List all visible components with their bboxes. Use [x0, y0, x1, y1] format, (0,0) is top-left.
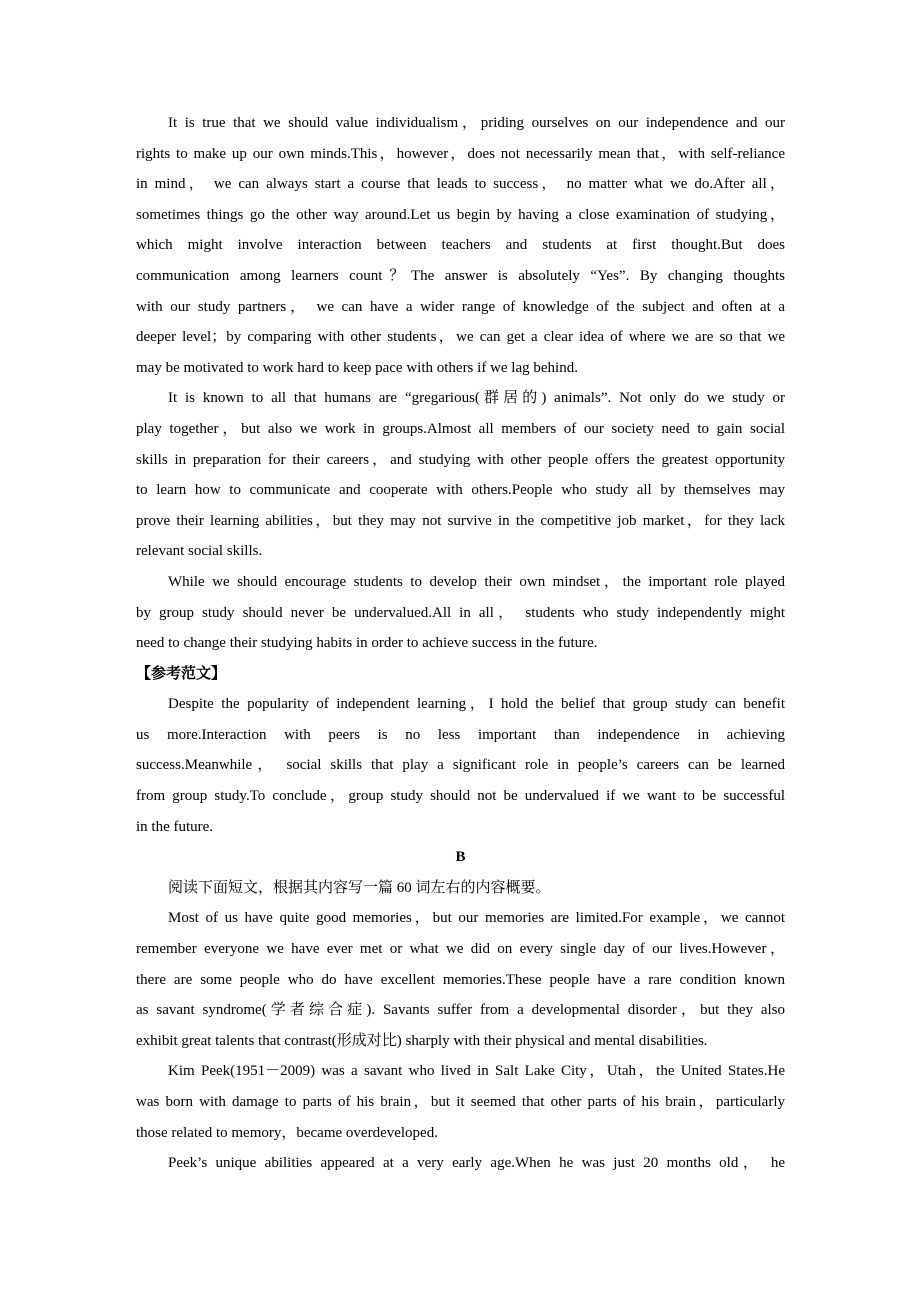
text-line: It is known to all that humans are “gregarious(群居的) animals”. Not only do we study or: [168, 390, 785, 407]
text-line: remember everyone we have ever met or what we did on every single day of our lives.However，: [136, 941, 785, 958]
section-label: [136, 842, 785, 873]
text-line: success.Meanwhile， social skills that play a significant role in people’s careers can be learned: [136, 757, 785, 774]
text-line: us more.Interaction with peers is no less important than independence in achieving: [136, 726, 785, 743]
paragraph: [136, 903, 785, 1056]
text-line: those related to memory，became overdeveloped.: [136, 1124, 438, 1141]
text-line: communication among learners count？The answer is absolutely “Yes”. By changing thoughts: [136, 267, 785, 284]
text-line: in the future.: [136, 818, 214, 835]
text-line: 阅读下面短文，根据其内容写一篇 60 词左右的内容概要。: [168, 879, 551, 896]
paragraph: [136, 873, 785, 904]
paragraph: [136, 689, 785, 842]
text-line: there are some people who do have excellent memories.These people have a rare condition known: [136, 971, 785, 988]
text-line: prove their learning abilities，but they may not survive in the competitive job market，for they lack: [136, 512, 785, 529]
text-line: relevant social skills.: [136, 543, 263, 560]
text-line: which might involve interaction between teachers and students at first thought.But does: [136, 237, 785, 254]
paragraph: [136, 108, 785, 383]
text-line: It is true that we should value individualism，priding ourselves on our independence and our: [168, 115, 785, 131]
text-line: play together，but also we work in groups.Almost all members of our society need to gain social: [136, 420, 785, 437]
text-line: as savant syndrome(学者综合症). Savants suffer from a developmental disorder，but they also: [136, 1002, 785, 1019]
paragraph: [136, 383, 785, 567]
text-line: sometimes things go the other way around.Let us begin by having a close examination of studying，: [136, 206, 785, 223]
text-line: Kim Peek(1951－2009) was a savant who lived in Salt Lake City，Utah，the United States.He: [168, 1063, 785, 1080]
text-line: in mind， we can always start a course that leads to success， no matter what we do.After all，: [136, 176, 785, 193]
paragraph: [136, 567, 785, 659]
text-line: skills in preparation for their careers，and studying with other people offers the greatest opportunity: [136, 451, 785, 468]
paragraph: [136, 1148, 785, 1179]
document-body: [136, 108, 785, 1179]
text-line: While we should encourage students to develop their own mindset，the important role played: [168, 573, 785, 590]
text-line: Most of us have quite good memories，but our memories are limited.For example，we cannot: [168, 910, 785, 927]
text-line: may be motivated to work hard to keep pace with others if we lag behind.: [136, 359, 578, 376]
text-line: from group study.To conclude，group study should not be undervalued if we want to be successful: [136, 788, 785, 805]
text-line: rights to make up our own minds.This，however，does not necessarily mean that，with self-reliance: [136, 145, 785, 162]
text-line: Peek’s unique abilities appeared at a very early age.When he was just 20 months old， he: [168, 1155, 785, 1172]
text-line: B: [455, 849, 466, 866]
text-line: exhibit great talents that contrast(形成对比) sharply with their physical and mental disabilities.: [136, 1032, 708, 1049]
text-line: Despite the popularity of independent learning，I hold the belief that group study can benefit: [168, 696, 785, 713]
text-line: by group study should never be undervalued.All in all， students who study independently might: [136, 604, 785, 621]
text-line: need to change their studying habits in order to achieve success in the future.: [136, 635, 598, 652]
text-line: deeper level；by comparing with other students，we can get a clear idea of where we are so that we: [136, 329, 785, 346]
text-line: 【参考范文】: [136, 665, 227, 682]
paragraph: [136, 1056, 785, 1148]
text-line: with our study partners， we can have a wider range of knowledge of the subject and often at a: [136, 298, 785, 315]
section-heading: [136, 659, 785, 690]
text-line: to learn how to communicate and cooperate with others.People who study all by themselves may: [136, 482, 785, 499]
text-line: was born with damage to parts of his brain，but it seemed that other parts of his brain，particularly: [136, 1094, 785, 1110]
